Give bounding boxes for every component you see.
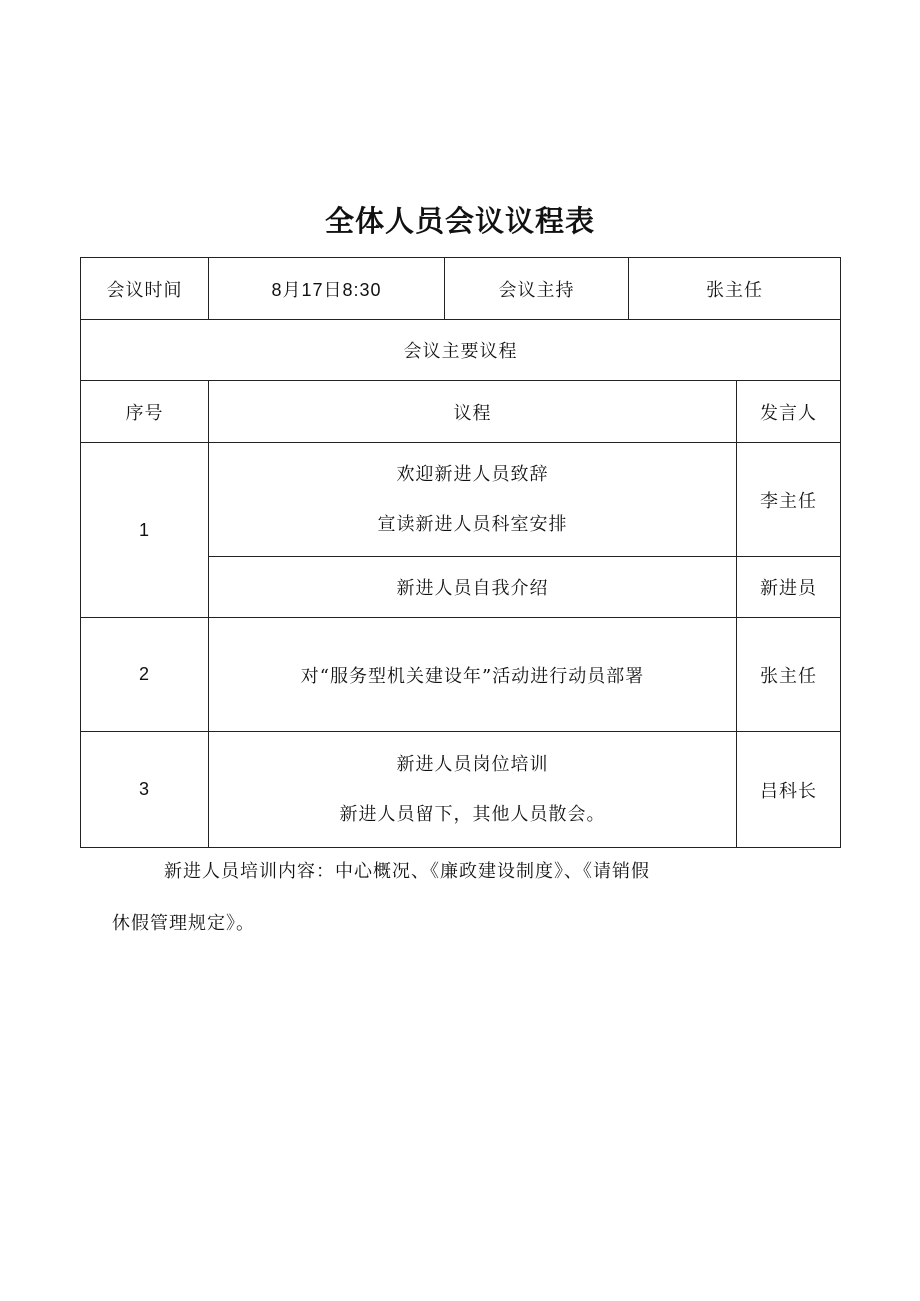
table-row [81, 443, 841, 557]
table-row [81, 732, 841, 848]
row-1-item-1: 欢迎新进人员致辞 [396, 463, 549, 485]
row-2-no: 2 [81, 618, 209, 732]
row-1-sub-item: 新进人员自我介绍 [209, 557, 737, 618]
table-row [81, 618, 841, 732]
training-note-line-2: 休假管理规定》。 [112, 913, 255, 934]
row-1-items [209, 443, 737, 557]
row-3-no: 3 [81, 732, 209, 848]
row-3-items [209, 732, 737, 848]
host-value: 张主任 [629, 258, 841, 320]
row-1-no: 1 [81, 443, 209, 618]
agenda-table [80, 257, 841, 848]
column-header-row [81, 381, 841, 443]
column-header-item: 议程 [209, 381, 737, 443]
training-note-text-1: 新进人员培训内容：中心概况、《廉政建设制度》、《请销假 [164, 861, 650, 882]
row-1-item-2: 宣读新进人员科室安排 [377, 513, 568, 535]
column-header-no: 序号 [81, 381, 209, 443]
training-note [112, 846, 772, 950]
column-header-speaker: 发言人 [737, 381, 841, 443]
row-3-speaker: 吕科长 [737, 732, 841, 848]
host-label: 会议主持 [445, 258, 629, 320]
agenda-heading: 会议主要议程 [81, 320, 841, 381]
time-value: 8月17日8:30 [209, 258, 445, 320]
row-2-item: 对“服务型机关建设年”活动进行动员部署 [209, 618, 737, 732]
agenda-heading-row [81, 320, 841, 381]
training-note-line-1 [112, 846, 772, 898]
row-1-speaker: 李主任 [737, 443, 841, 557]
time-label: 会议时间 [81, 258, 209, 320]
header-row [81, 258, 841, 320]
page-title: 全体人员会议议程表 [324, 204, 595, 238]
row-3-item-2: 新进人员留下，其他人员散会。 [339, 803, 606, 825]
row-3-item-1: 新进人员岗位培训 [396, 753, 549, 775]
row-2-speaker: 张主任 [737, 618, 841, 732]
row-1-sub-speaker: 新进员 [737, 557, 841, 618]
